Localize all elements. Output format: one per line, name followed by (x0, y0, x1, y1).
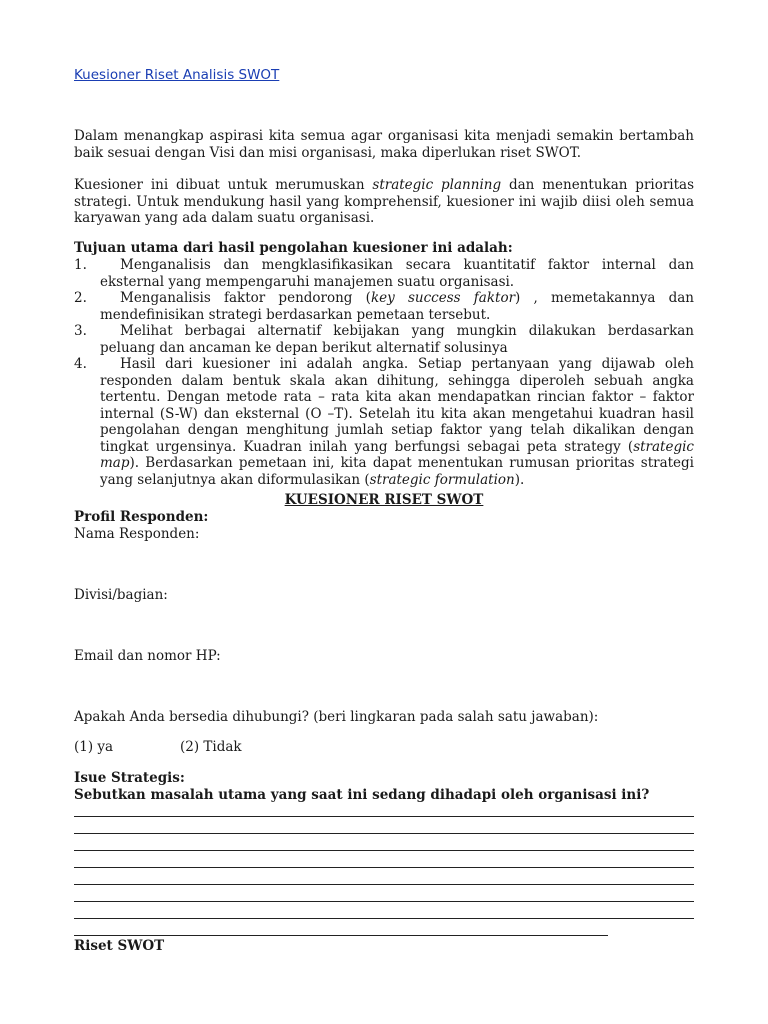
intro-paragraph-2: Kuesioner ini dibuat untuk merumuskan strategic planning dan menentukan prioritas strategi. Untuk mendukung hasil yang komprehensif, kuesioner ini wajib diisi oleh semua karyawan yang ada dalam suatu organisasi. (74, 177, 695, 226)
list-item: 1. Menganalisis dan mengklasifikasikan secara kuantitatif faktor internal dan eksternal yang mempengaruhi manajemen suatu organisasi. (74, 257, 694, 290)
answer-line[interactable] (74, 935, 608, 936)
section-title: KUESIONER RISET SWOT (284, 492, 484, 508)
list-item: 3. Melihat berbagai alternatif kebijakan yang mungkin dilakukan berdasarkan peluang dan ancaman ke depan berikut alternatif solusinya (74, 323, 694, 356)
answer-line[interactable] (74, 833, 694, 834)
document-title-link[interactable]: Kuesioner Riset Analisis SWOT (74, 67, 280, 83)
answer-line[interactable] (74, 918, 694, 919)
option-no[interactable]: (2) Tidak (180, 739, 242, 755)
answer-line[interactable] (74, 867, 694, 868)
answer-line[interactable] (74, 884, 694, 885)
option-yes[interactable]: (1) ya (74, 739, 114, 755)
issue-heading: Isue Strategis: (74, 770, 185, 786)
contact-field-label: Email dan nomor HP: (74, 648, 221, 664)
list-item: 4. Hasil dari kuesioner ini adalah angka. Setiap pertanyaan yang dijawab oleh responden dalam bentuk skala akan dihitung, sehingga diperoleh sebuah angka tertentu. Dengan metode rata – rata kita akan mendapatkan rincian faktor – faktor internal (S-W) dan eksternal (O –T). Setelah itu kita akan mengetahui kuadran hasil pengolahan dengan menghitung jumlah setiap faktor yang telah dikalikan dengan tingkat urgensinya. Kuadran inilah yang berfungsi sebagai peta strategy (strategic map). Berdasarkan pemetaan ini, kita dapat menentukan rumusan prioritas strategi yang selanjutnya akan diformulasikan (strategic formulation). (74, 356, 694, 488)
objectives-list (74, 257, 694, 488)
intro-paragraph-1: Dalam menangkap aspirasi kita semua agar organisasi kita menjadi semakin bertambah baik sesuai dengan Visi dan misi organisasi, maka diperlukan riset SWOT. (74, 128, 694, 161)
answer-options (74, 739, 694, 756)
profile-heading: Profil Responden: (74, 509, 209, 525)
division-field-label: Divisi/bagian: (74, 587, 168, 603)
objectives-heading: Tujuan utama dari hasil pengolahan kuesioner ini adalah: (74, 240, 513, 256)
name-field-label: Nama Responden: (74, 526, 200, 542)
list-item: 2. Menganalisis faktor pendorong (key success faktor) , memetakannya dan mendefinisikan strategi berdasarkan pemetaan tersebut. (74, 290, 695, 323)
contact-question: Apakah Anda bersedia dihubungi? (beri lingkaran pada salah satu jawaban): (74, 709, 599, 725)
answer-line[interactable] (74, 901, 694, 902)
answer-line[interactable] (74, 850, 694, 851)
answer-line[interactable] (74, 816, 694, 817)
footer-heading: Riset SWOT (74, 938, 165, 954)
issue-question: Sebutkan masalah utama yang saat ini sedang dihadapi oleh organisasi ini? (74, 787, 650, 803)
